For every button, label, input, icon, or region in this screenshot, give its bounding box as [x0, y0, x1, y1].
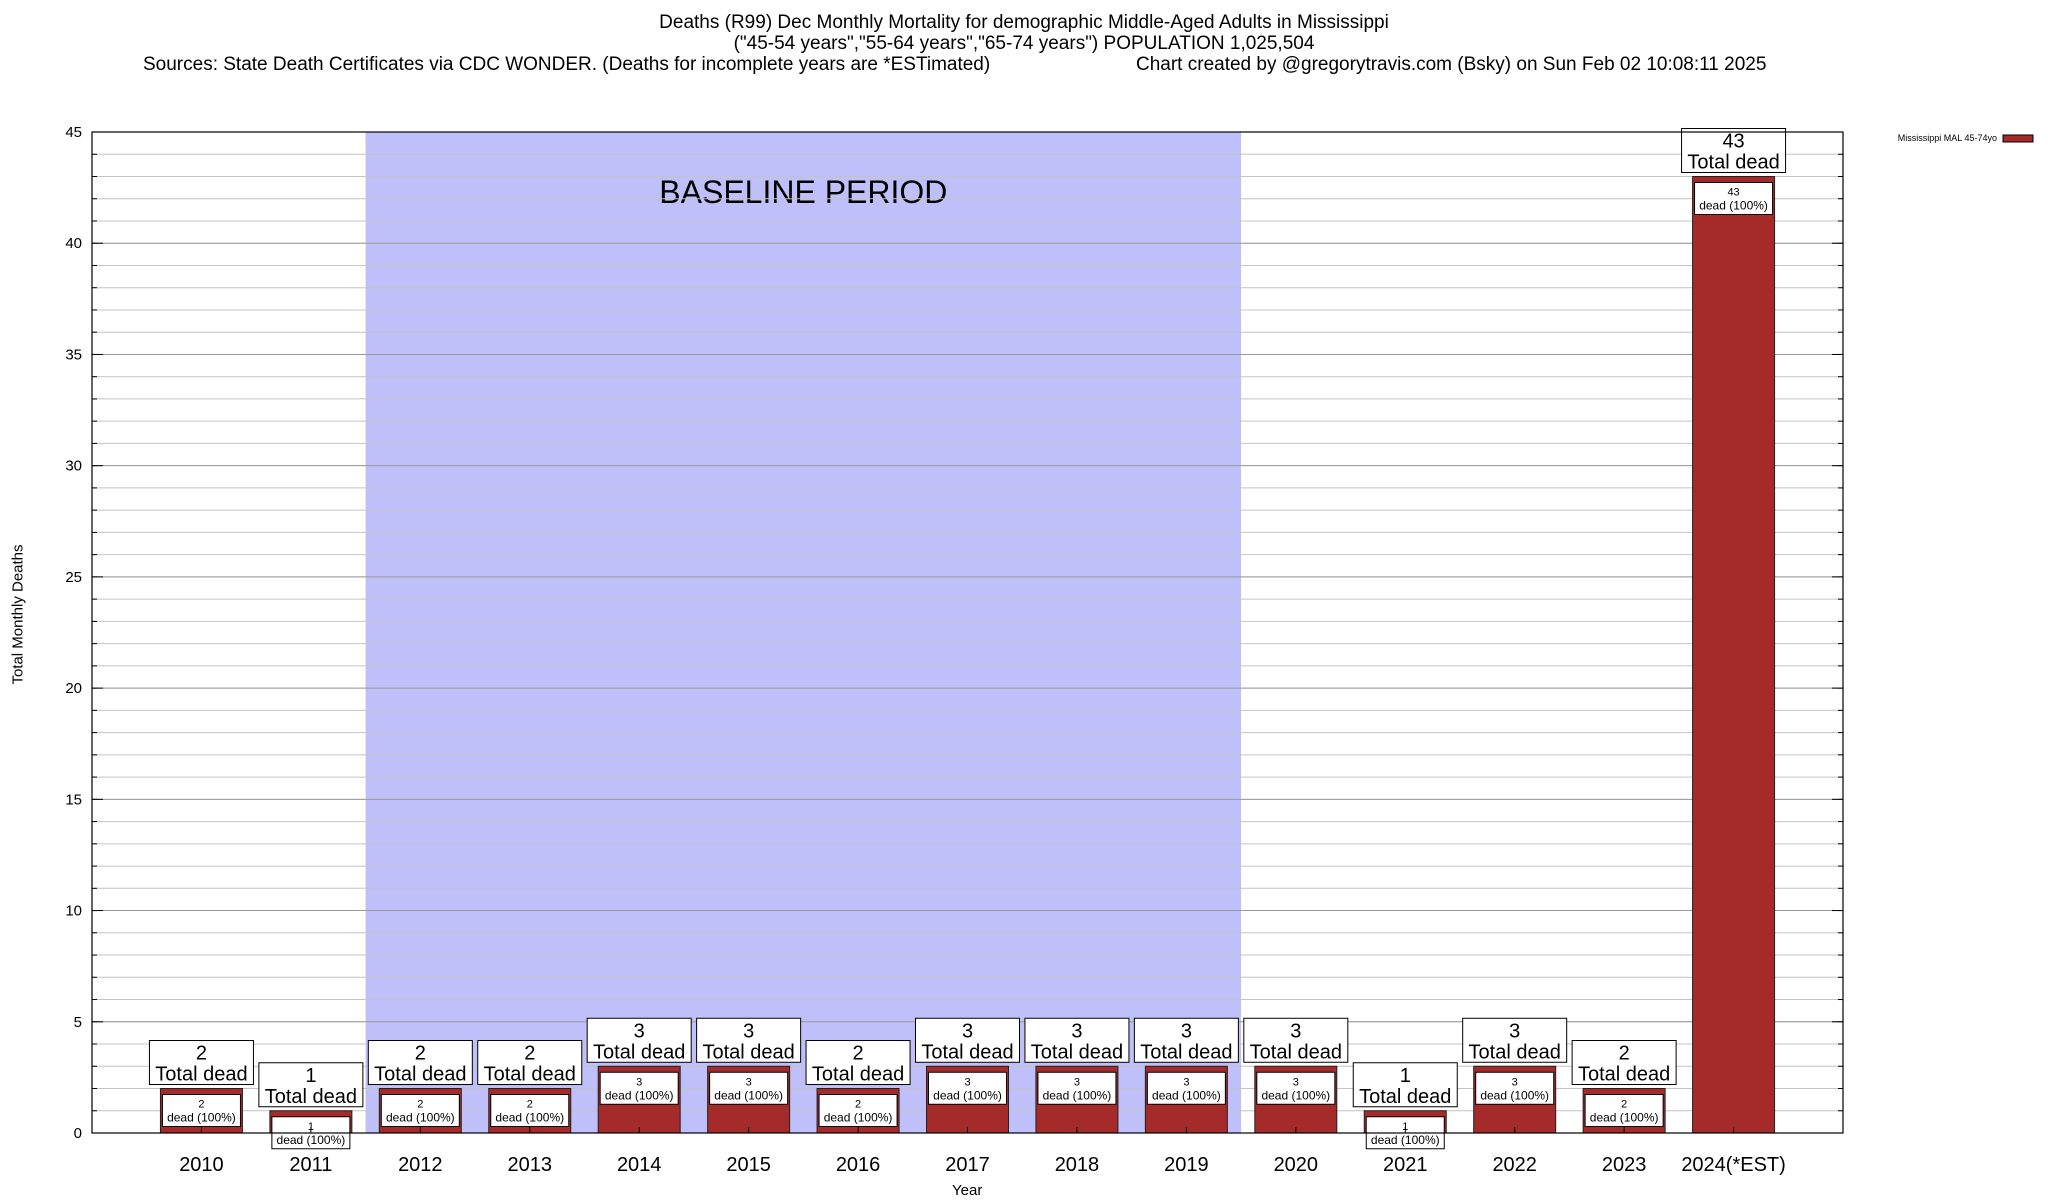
- chart-sources: Sources: State Death Certificates via CDC WONDER. (Deaths for incomplete years are *ESTimated): [143, 54, 991, 75]
- y-tick-label: 10: [65, 902, 82, 920]
- inner-value-label: 43: [1727, 186, 1740, 199]
- x-tick-label: 2015: [726, 1154, 771, 1176]
- total-suffix-label: Total dead: [1687, 151, 1780, 174]
- total-suffix-label: Total dead: [811, 1063, 905, 1086]
- legend-label: Mississippi MAL 45-74yo: [1897, 133, 1997, 143]
- baseline-region: [366, 132, 1242, 1133]
- y-tick-label: 0: [73, 1125, 82, 1142]
- x-tick-label: 2012: [398, 1154, 443, 1176]
- inner-percent-label: dead (100%): [1042, 1088, 1112, 1103]
- inner-percent-label: dead (100%): [604, 1088, 674, 1103]
- x-tick-label: 2021: [1383, 1154, 1428, 1176]
- y-tick-label: 5: [73, 1013, 82, 1031]
- inner-value-label: 2: [417, 1098, 424, 1111]
- total-value-label: 3: [961, 1020, 974, 1043]
- y-tick-label: 20: [65, 680, 82, 698]
- x-tick-label: 2014: [616, 1154, 662, 1176]
- inner-value-label: 1: [1402, 1120, 1409, 1133]
- inner-percent-label: dead (100%): [1480, 1088, 1550, 1103]
- x-tick-label: 2024(*EST): [1681, 1154, 1786, 1176]
- y-tick-label: 15: [65, 791, 82, 809]
- total-value-label: 2: [414, 1042, 426, 1065]
- total-suffix-label: Total dead: [921, 1041, 1014, 1064]
- total-value-label: 1: [1399, 1064, 1411, 1087]
- y-tick-label: 40: [65, 235, 82, 253]
- x-tick-label: 2019: [1164, 1154, 1209, 1176]
- inner-value-label: 2: [198, 1098, 205, 1111]
- x-tick-label: 2020: [1273, 1154, 1319, 1176]
- chart-credit: Chart created by @gregorytravis.com (Bsky) on Sun Feb 02 10:08:11 2025: [1136, 54, 1767, 75]
- total-value-label: 2: [524, 1042, 536, 1065]
- total-suffix-label: Total dead: [1577, 1063, 1671, 1086]
- total-suffix-label: Total dead: [1249, 1041, 1342, 1064]
- inner-value-label: 2: [1621, 1098, 1628, 1111]
- baseline-label: BASELINE PERIOD: [659, 174, 948, 210]
- y-tick-label: 30: [65, 457, 82, 475]
- total-suffix-label: Total dead: [374, 1063, 467, 1086]
- total-suffix-label: Total dead: [593, 1041, 686, 1064]
- y-tick-label: 45: [65, 124, 82, 141]
- total-value-label: 3: [1509, 1020, 1521, 1043]
- inner-percent-label: dead (100%): [495, 1110, 565, 1125]
- inner-value-label: 2: [855, 1098, 862, 1111]
- total-value-label: 3: [1180, 1020, 1192, 1043]
- total-value-label: 2: [1618, 1042, 1630, 1065]
- inner-percent-label: dead (100%): [1370, 1132, 1440, 1147]
- chart-title: Deaths (R99) Dec Monthly Mortality for demographic Middle-Aged Adults in Mississippi: [659, 12, 1389, 33]
- x-tick-label: 2011: [289, 1154, 333, 1176]
- inner-value-label: 3: [745, 1076, 752, 1089]
- y-tick-label: 35: [65, 346, 82, 364]
- total-value-label: 3: [743, 1020, 755, 1043]
- inner-value-label: 3: [1292, 1076, 1299, 1089]
- inner-percent-label: dead (100%): [167, 1110, 236, 1125]
- inner-value-label: 3: [1073, 1076, 1080, 1089]
- x-axis-label: Year: [952, 1182, 983, 1199]
- y-axis-label: Total Monthly Deaths: [9, 544, 27, 685]
- inner-value-label: 3: [636, 1076, 643, 1089]
- total-value-label: 2: [195, 1042, 207, 1065]
- x-tick-label: 2022: [1492, 1154, 1537, 1176]
- inner-value-label: 1: [307, 1120, 314, 1133]
- total-value-label: 3: [1071, 1020, 1083, 1043]
- x-tick-label: 2013: [507, 1154, 552, 1176]
- total-suffix-label: Total dead: [155, 1063, 248, 1086]
- chart-subtitle: ("45-54 years","55-64 years","65-74 years") POPULATION 1,025,504: [733, 33, 1315, 54]
- total-value-label: 43: [1722, 130, 1745, 153]
- x-tick-label: 2018: [1054, 1154, 1100, 1176]
- bar: [1693, 176, 1775, 1133]
- total-value-label: 2: [852, 1042, 864, 1065]
- inner-value-label: 3: [1511, 1076, 1518, 1089]
- inner-percent-label: dead (100%): [276, 1132, 346, 1147]
- inner-percent-label: dead (100%): [823, 1110, 893, 1125]
- inner-percent-label: dead (100%): [714, 1088, 783, 1103]
- x-tick-label: 2010: [179, 1154, 224, 1176]
- total-value-label: 1: [305, 1064, 317, 1087]
- inner-value-label: 3: [1183, 1076, 1190, 1089]
- inner-percent-label: dead (100%): [933, 1088, 1002, 1103]
- total-suffix-label: Total dead: [264, 1085, 358, 1108]
- total-suffix-label: Total dead: [483, 1063, 576, 1086]
- total-suffix-label: Total dead: [1468, 1041, 1561, 1064]
- inner-value-label: 2: [526, 1098, 533, 1111]
- x-tick-label: 2016: [835, 1154, 881, 1176]
- inner-percent-label: dead (100%): [1261, 1088, 1331, 1103]
- inner-percent-label: dead (100%): [1699, 198, 1768, 213]
- x-tick-label: 2017: [945, 1154, 990, 1176]
- y-tick-label: 25: [65, 568, 82, 586]
- total-suffix-label: Total dead: [1140, 1041, 1233, 1064]
- inner-percent-label: dead (100%): [1589, 1110, 1659, 1125]
- total-suffix-label: Total dead: [702, 1041, 795, 1064]
- inner-percent-label: dead (100%): [385, 1110, 455, 1125]
- x-tick-label: 2023: [1601, 1154, 1647, 1176]
- total-value-label: 3: [1290, 1020, 1302, 1043]
- inner-value-label: 3: [964, 1076, 971, 1089]
- total-value-label: 3: [633, 1020, 645, 1043]
- legend-swatch: [2003, 135, 2033, 142]
- total-suffix-label: Total dead: [1030, 1041, 1124, 1064]
- inner-percent-label: dead (100%): [1152, 1088, 1221, 1103]
- total-suffix-label: Total dead: [1359, 1085, 1452, 1108]
